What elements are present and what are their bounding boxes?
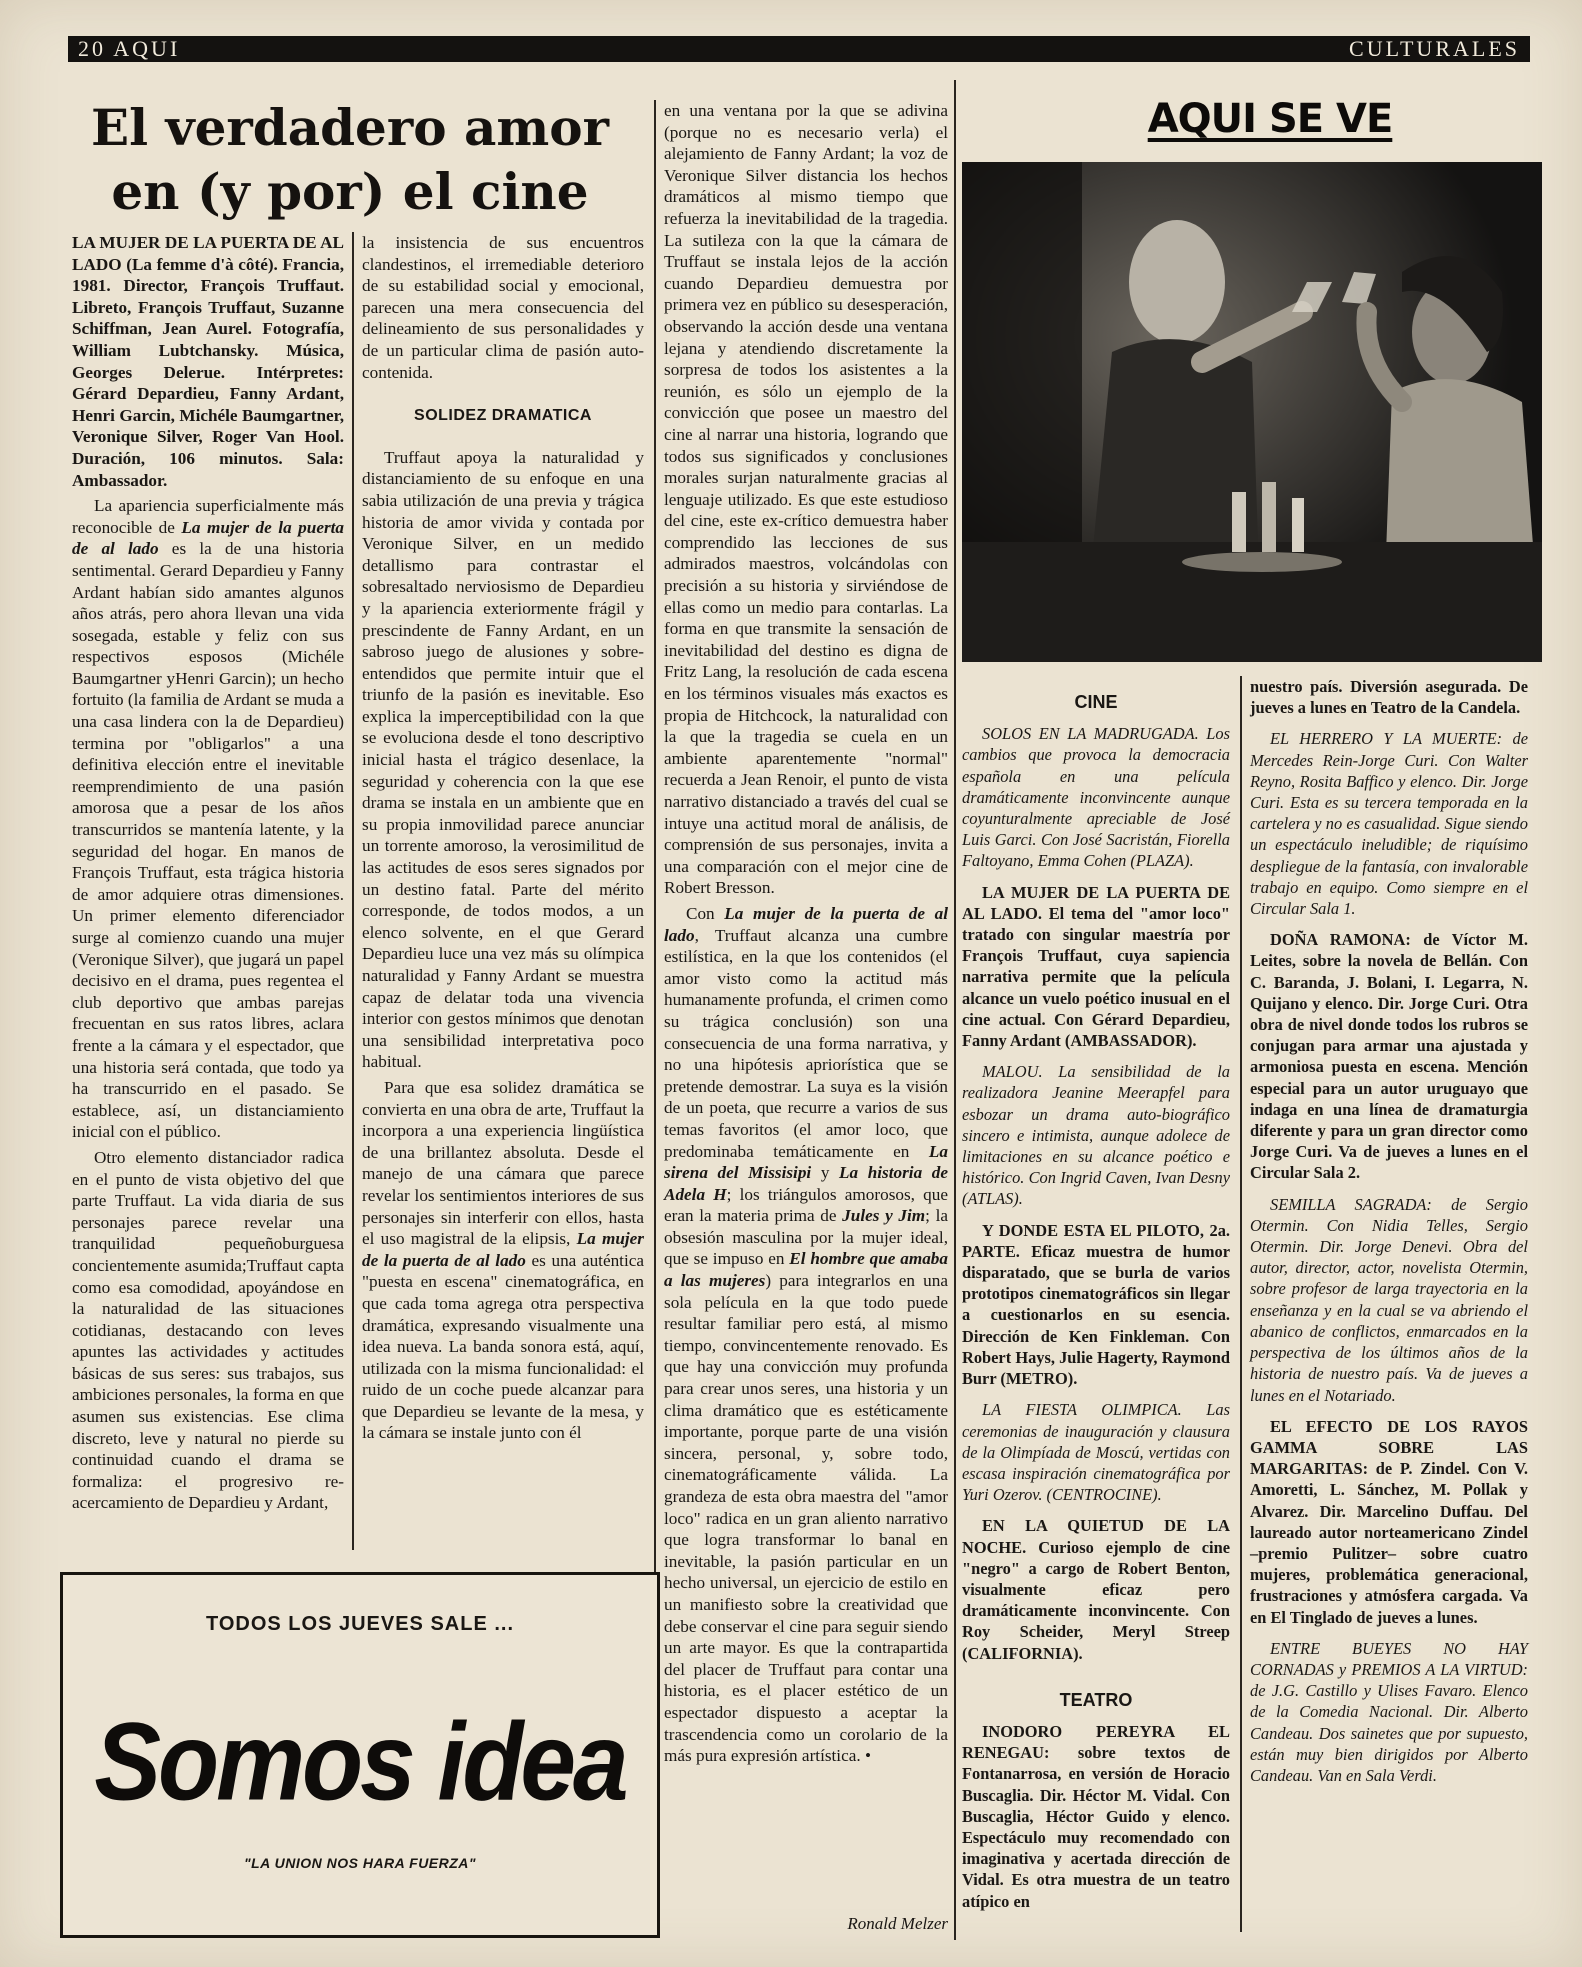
film-title: El hombre que amaba a las mujeres [664, 1249, 948, 1291]
end-mark: • [864, 1746, 871, 1766]
text-run: y [811, 1163, 840, 1183]
column-divider [954, 80, 956, 1940]
text-run: es una auténtica "puesta en escena" cinematográfica, en que cada toma agrega otra perspectiva dramática, expresando visualmente una idea nueva. La banda sonora está, aquí, utilizada con la misma funcionalidad: el ruido de un coche puede alcanzar para que Depardieu se levante de la mesa, y la cámara se instale junto con él [362, 1250, 644, 1443]
text-run: Con [686, 903, 725, 923]
article-paragraph: en una ventana por la que se adivina (porque no es necesario verla) el alejamiento de Fanny Ardant; la voz de Veronique Silver distancia los hechos dramáticos al mismo tiempo que refuerza la inevitabilidad de la tragedia. La sutileza con la que la cámara de Truffaut se instala lejos de la acción cuando Depardieu demuestra por primera vez en público su desesperación, observando la acción desde una ventana lejana y atendiendo discretamente la sorpresa de todos los asistentes a la reunión, es sólo un ejemplo de la convicción que posee un maestro del cine al narrar una historia, logrando que todos sus significados y conclusiones morales surjan naturalmente gracias al lenguaje utilizado. Es que este estudioso del cine, este ex-crítico demuestra haber comprendido las lecciones de sus admirados maestros, volcándolas con precisión a su historia y sirviéndose de ellas como un medio para contarlas. La forma en que transmite la sensación de inevitabilidad del destino es digna de Fritz Lang, la resolución de cada escena en los términos visuales más exactos es propia de Hitchcock, la naturalidad con la que la tragedia se cuela en un ambiente aparentemente "normal" recuerda a Jean Renoir, el punto de vista narrativo distanciado a través del cual se intuye una actitud moral de análisis, de comprensión de sus personajes, invita a una comparación con el mejor cine de Robert Bresson. [664, 101, 948, 898]
sidebar-column-cine [962, 692, 1230, 1912]
film-title: La mujer de la puerta de al lado [72, 517, 345, 559]
listing-item: DOÑA RAMONA: de Víctor M. Leites, sobre la novela de Bellán. Con C. Baranda, J. Bolani, I. Legarra, N. Quijano y elenco. Dir. Jorge Curi. Otra obra de nivel donde todos los rubros se conjugan para armar una ajustada y armoniosa puesta en escena. Mención especial para un autor uruguayo que indaga en una línea de dramaturgia diferente y para un gran director como Jorge Curi. Va de jueves a lunes en el Circular Sala 2. [1250, 930, 1528, 1183]
text-run: Para que esa solidez dramática se convierta en una obra de arte, Truffaut la incorpora a una experiencia lingüística de una brillantez absoluta. Desde el manejo de una cámara que parece revelar los sentimientos interiores de sus personajes sin interferir con ellos, hasta el uso magistral de la elipsis, [362, 1077, 644, 1249]
listing-item: Y DONDE ESTA EL PILOTO, 2a. PARTE. Eficaz muestra de humor disparatado, que se burla de varios prototipos cinematográficos sin llegar a cuestionarlos en su esencia. Dirección de Ken Finkleman. Con Robert Hays, Julie Hagerty, Raymond Burr (METRO). [962, 1220, 1230, 1389]
column-divider [1240, 676, 1242, 1932]
headline-line-1: El verdadero amor [91, 98, 609, 157]
film-title: La mujer de la puerta de al lado [664, 903, 949, 945]
article-paragraph: la insistencia de sus encuentros clandestinos, el irremediable deterioro de su estabilidad social y emocional, parecen una mera consecuencia del delineamiento de sus personalidades y de un particular clima de pasión auto-contenida. [362, 233, 644, 382]
ad-top-text: TODOS LOS JUEVES SALE ... [205, 1613, 515, 1635]
article-column-1 [72, 232, 344, 1514]
listing-item: EL HERRERO Y LA MUERTE: de Mercedes Rein-Jorge Curi. Con Walter Reyno, Rosita Baffico y elenco. Dir. Jorge Curi. Esta es su tercera temporada en la cartelera y no es casualidad. Sigue siendo un espectáculo ineludible; de riquísimo despliegue de la fantasía, con invalorable trabajo en equipo. Como siempre en el Circular Sala 1. [1250, 729, 1528, 919]
film-still-photo [962, 162, 1542, 662]
article-paragraph [72, 495, 344, 1143]
page-number-section: 20 AQUI [78, 36, 181, 61]
listing-item-continued: nuestro país. Diversión asegurada. De jueves a lunes en Teatro de la Candela. [1250, 677, 1528, 718]
article-column-2 [362, 232, 644, 1444]
author-signature: Ronald Melzer [847, 1914, 948, 1933]
page-header-bar [68, 36, 1530, 62]
headline-line-2: en (y por) el cine [111, 162, 589, 221]
listing-item: INODORO PEREYRA EL RENEGAU: sobre textos de Fontanarrosa, en versión de Horacio Buscaglia. Dir. Héctor M. Vidal. Con Buscaglia, Héctor Guido y elenco. Espectáculo muy recomendado con imaginativa y acertada dirección de Vidal. Es otra muestra de un teatro atípico en [962, 1721, 1230, 1911]
advertisement-box [60, 1572, 660, 1938]
text-run: ) para integrarlos en una sola película en la que todo puede resultar familiar pero está, al mismo tiempo, convincentemente renovado. Es que hay una convicción muy profunda para crear unos seres, una historia y un clima dramático que es estéticamente importante, porque parte de una visión sincera, personal, y, sobre todo, cinematográficamente válida. La grandeza de esta obra maestra del "amor loco" radica en un gran aliento narrativo que logra transformar lo banal en inevitable, la pasión particular en un hecho universal, un ejercicio de estilo en un manifiesto sobre la creatividad que debe conservar el cine para seguir siendo un arte mayor. Es que la contrapartida del placer de Truffaut para contar una historia, es el placer estético de un espectador dispuesto a aceptar la trascendencia como un corolario de la más pura expresión artística. [664, 1271, 948, 1766]
article-column-3 [664, 100, 948, 1767]
text-run: ; los triángulos amorosos, que eran la materia prima de [664, 1184, 948, 1226]
listing-item: EL EFECTO DE LOS RAYOS GAMMA SOBRE LAS MARGARITAS: de P. Zindel. Con V. Amoretti, L. Sánchez, M. Pollak y Alvarez. Dir. Marcelino Duffau. Del laureado autor norteamericano Zindel –premio Pulitzer– sobre cuatro mujeres, problemática generacional, frustraciones y atmósfera cargada. Va en El Tinglado de jueves a lunes. [1250, 1416, 1528, 1627]
text-run: ; la obsesión masculina por la mujer ideal, que se impuso en [664, 1206, 948, 1269]
film-title: La sirena del Missisipi [664, 1141, 948, 1183]
sidebar-heading-teatro: TEATRO [1059, 1689, 1133, 1710]
article-paragraph: Truffaut apoya la naturalidad y distanciamiento de su enfoque en una sabia utilización de una previa y trágica historia de amor vivida y contada por Veronique Silver, en un medido detallismo para contrastar el sobresaltado nerviosismo de Depardieu y la apariencia exteriormente frágil y prescindente de Fanny Ardant, en un sabroso juego de alusiones y sobre-entendidos que permite intuir que el triunfo de la pasión es inevitable. Eso explica la imperceptibilidad con la que se evoluciona desde el tono descriptivo inicial hasta el trágico desenlace, la seguridad y coherencia con la que ese drama se instala en un ambiente que en su propia inmovilidad parece anunciar un torrente amoroso, la verosimilitud de las actitudes de esos seres signados por un destino fatal. Parte del mérito corresponde, de todos modos, a un elenco solvente, en el que Gerard Depardieu luce una vez más su olímpica naturalidad y Fanny Ardant se muestra capaz de delatar toda una vivencia interior con gestos mínimos que denotan una sensibilidad interpretativa poco habitual. [362, 447, 644, 1072]
text-run: es la de una historia sentimental. Gerard Depardieu y Fanny Ardant habían sido amantes algunos años atrás, pero ahora llevan una vida sosegada, estable y feliz con sus respectivos esposos (Michéle Baumgartner yHenri Garcin); un hecho fortuito (la familia de Ardant se muda a una casa lindera con la de Depardieu) termina por "obligarlos" a una definitiva elección entre el inevitable reemprendimiento de una pasión amorosa que a pesar de los años transcurridos se mantenía latente, y la seguridad del hogar. En manos de François Truffaut, esta trágica historia de amor adquiere otras dimensiones. Un primer elemento diferenciador surge al comienzo cuando una mujer (Veronique Silver), que jugará un papel decisivo en el drama, pues regentea el club deportivo que ambas parejas frecuentan en sus ratos libres, aclara frente a la cámara y el espectador, que una historia será contada, que todo ya ha transcurrido en el pasado. Se establece, así, un distanciamiento inicial con el público. [72, 539, 344, 1142]
article-subheading: SOLIDEZ DRAMATICA [414, 407, 592, 425]
sidebar-heading-cine: CINE [1074, 692, 1118, 712]
listing-item: LA FIESTA OLIMPICA. Las ceremonias de inauguración y clausura de la Olimpíada de Moscú, vertidas con escasa inspiración cinematográfica por Yuri Ozerov. (CENTROCINE). [962, 1400, 1230, 1505]
listing-item: SEMILLA SAGRADA: de Sergio Otermin. Con Nidia Telles, Sergio Otermin. Dir. Jorge Denevi. Obra del autor, director, actor, novelista Otermin, sobre profesor de larga trayectoria en la enseñanza y en la cual se va abriendo el abanico de conflictos, enmarcados en la perspectiva de los últimos años de la historia de nuestro país. Va de jueves a lunes en el Notariado. [1250, 1194, 1528, 1405]
listing-item: ENTRE BUEYES NO HAY CORNADAS y PREMIOS A LA VIRTUD: de J.G. Castillo y Ulises Favaro. Elenco de la Comedia Nacional. Dir. Alberto Candeau. Dos sainetes que por supuesto, están muy bien dirigidos por Alberto Candeau. Van en Sala Verdi. [1250, 1638, 1528, 1785]
article-paragraph [362, 1077, 644, 1444]
column-divider [352, 232, 354, 1550]
section-logo: AQUI SE VE [1147, 96, 1393, 142]
listing-item: LA MUJER DE LA PUERTA DE AL LADO. El tema del "amor loco" tratado con singular maestría por François Truffaut, cuya sapiencia narrativa permite que la película alcance un vuelo poético inusual en el cine actual. Con Gérard Depardieu, Fanny Ardant (AMBASSADOR). [962, 882, 1230, 1051]
ad-slogan: "LA UNION NOS HARA FUERZA" [243, 1855, 477, 1871]
listing-item: SOLOS EN LA MADRUGADA. Los cambios que provoca la democracia española en una película dramáticamente inconvincente aunque coyunturalmente apreciable de José Luis Garci. Con José Sacristán, Fiorella Faltoyano, Emma Cohen (PLAZA). [962, 724, 1230, 871]
film-credits: LA MUJER DE LA PUERTA DE AL LADO (La femme d'à côté). Francia, 1981. Director, François Truffaut. Libreto, François Truffaut, Suzanne Schiffman, Jean Aurel. Fotografía, William Lubtchansky. Música, Georges Delerue. Intérpretes: Gérard Depardieu, Fanny Ardant, Henri Garcin, Michéle Baumgartner, Veronique Silver, Roger Van Hool. Duración, 106 minutos. Sala: Ambassador. [72, 233, 344, 490]
listing-item: MALOU. La sensibilidad de la realizadora Jeanine Meerapfel para esbozar un drama auto-biográfico sincero e intimista, aunque adolece de limitaciones en su alcance poético e histórico. Con Ingrid Caven, Ivan Desny (ATLAS). [962, 1062, 1230, 1209]
film-title: La historia de Adela H [664, 1163, 948, 1204]
article-headline [70, 96, 630, 224]
film-title: La mujer de la puerta de al lado [362, 1229, 644, 1270]
photo-illustration [962, 162, 1542, 662]
sidebar-column-teatro [1250, 676, 1528, 1786]
film-title: Jules y Jim [842, 1206, 926, 1226]
listing-item: EN LA QUIETUD DE LA NOCHE. Curioso ejemplo de cine "negro" a cargo de Robert Benton, visualmente eficaz pero dramáticamente inconvincente. Con Roy Scheider, Meryl Streep (CALIFORNIA). [962, 1516, 1230, 1663]
text-run: La apariencia superficialmente más reconocible de [72, 496, 344, 537]
article-paragraph: Otro elemento distanciador radica en el punto de vista objetivo del que parte Truffaut. La vida diaria de sus personajes parece revelar una tranquilidad pequeñoburguesa concientemente asumida;Truffaut capta como esa comodidad, apoyándose en la naturalidad de las situaciones cotidianas, destacando con leves apuntes las actividades y actitudes básicas de sus seres: sus trabajos, sus ambiciones personales, la forma en que asumen sus existencias. Ese clima discreto, leve y natural no pierde su continuidad cuando el drama se formaliza: el progresivo re-acercamiento de Depardieu y Ardant, [72, 1147, 344, 1513]
text-run: , Truffaut alcanza una cumbre estilística, en la que los contenidos (el amor visto como la actitud más humanamente profunda, el crimen como su trágica conclusión) son una consecuencia de una forma narrativa, y no una hipótesis apriorística que se pretende demostrar. La suya es la visión de un poeta, que recurre a varios de sus temas favoritos (el amor loco, que predominaba temáticamente en [664, 925, 948, 1161]
section-name: CULTURALES [1349, 36, 1520, 61]
article-paragraph [664, 903, 948, 1767]
ad-brand-name: Somos idea [94, 1700, 626, 1824]
